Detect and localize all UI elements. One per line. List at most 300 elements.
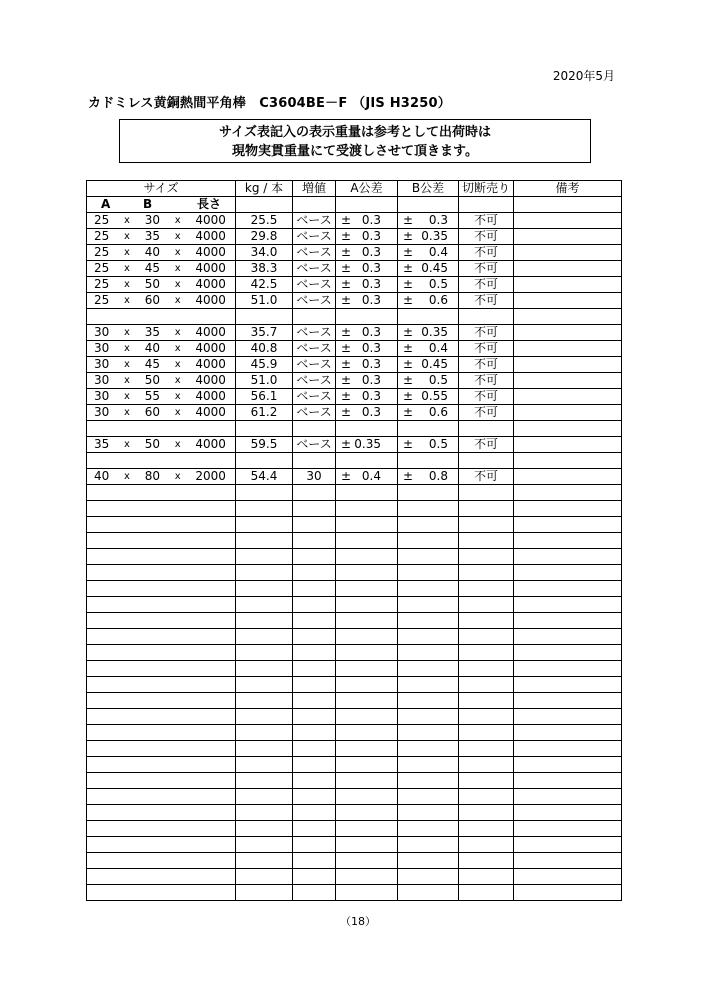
size-values <box>87 245 235 260</box>
tol-b-value: 0.35 <box>421 325 448 339</box>
tol-a-values <box>336 469 397 484</box>
tol-b-cell <box>398 357 459 373</box>
times-mark: x <box>174 407 181 418</box>
dim-a: 30 <box>94 341 110 355</box>
empty-cell <box>514 869 622 885</box>
empty-cell <box>87 581 236 597</box>
remarks-cell <box>514 357 622 373</box>
size-cell <box>87 213 236 229</box>
table-row-empty <box>87 501 622 517</box>
empty-cell <box>236 805 293 821</box>
empty-cell <box>398 453 459 469</box>
empty-cell <box>293 549 336 565</box>
empty-cell <box>514 549 622 565</box>
table-row-empty <box>87 805 622 821</box>
empty-cell <box>398 421 459 437</box>
empty-cell <box>87 629 236 645</box>
empty-cell <box>398 853 459 869</box>
table-row <box>87 293 622 309</box>
tol-a-value: 0.4 <box>361 469 381 483</box>
tol-a-value: 0.3 <box>361 213 381 227</box>
tol-b-values <box>398 213 458 228</box>
remarks-cell <box>514 373 622 389</box>
dim-b: 30 <box>144 213 160 227</box>
tol-b-value: 0.5 <box>428 437 448 451</box>
empty-cell <box>87 677 236 693</box>
document-title: カドミレス黄銅熱間平角棒 C3604BE－F （JIS H3250） <box>88 96 451 111</box>
empty-cell <box>459 757 514 773</box>
table-row <box>87 229 622 245</box>
tol-b-values <box>398 469 458 484</box>
table-header-row <box>87 181 622 197</box>
size-values <box>87 229 235 244</box>
size-cell <box>87 389 236 405</box>
notice-line-1: サイズ表記入の表示重量は参考として出荷時は <box>219 125 491 140</box>
empty-cell <box>459 501 514 517</box>
empty-cell <box>398 789 459 805</box>
dim-length: 4000 <box>195 437 226 451</box>
weight-cell: 61.2 <box>236 405 293 421</box>
size-cell <box>87 277 236 293</box>
empty-cell <box>336 853 398 869</box>
empty-cell <box>398 533 459 549</box>
empty-cell <box>398 581 459 597</box>
empty-cell <box>236 485 293 501</box>
remarks-cell <box>514 261 622 277</box>
empty-cell <box>398 501 459 517</box>
size-cell <box>87 293 236 309</box>
table-row-empty <box>87 645 622 661</box>
cut-cell: 不可 <box>459 389 514 405</box>
table-row <box>87 245 622 261</box>
cut-cell: 不可 <box>459 277 514 293</box>
empty-cell <box>398 677 459 693</box>
empty-cell <box>459 581 514 597</box>
empty-cell <box>336 549 398 565</box>
empty-cell <box>459 709 514 725</box>
dim-b: 60 <box>144 293 160 307</box>
tol-b-values <box>398 293 458 308</box>
empty-cell <box>514 693 622 709</box>
tol-b-cell <box>398 229 459 245</box>
dim-length: 4000 <box>195 373 226 387</box>
empty-cell <box>236 741 293 757</box>
size-cell <box>87 405 236 421</box>
empty-cell <box>293 629 336 645</box>
empty-cell <box>293 597 336 613</box>
table-row-empty <box>87 709 622 725</box>
empty-cell <box>514 885 622 901</box>
markup-cell: ベース <box>293 245 336 261</box>
plus-minus: ± <box>341 277 352 291</box>
table-subheader-row <box>87 197 622 213</box>
times-mark: x <box>174 295 181 306</box>
empty-cell <box>236 661 293 677</box>
empty-cell <box>459 597 514 613</box>
tol-a-value: 0.3 <box>361 293 381 307</box>
table-row-empty <box>87 725 622 741</box>
empty-cell <box>459 725 514 741</box>
plus-minus: ± <box>403 405 414 419</box>
markup-cell: ベース <box>293 293 336 309</box>
empty-cell <box>293 517 336 533</box>
dim-length: 4000 <box>195 277 226 291</box>
markup-cell: ベース <box>293 373 336 389</box>
dim-b: 45 <box>144 261 160 275</box>
empty-cell <box>87 501 236 517</box>
empty-cell <box>87 869 236 885</box>
cut-cell: 不可 <box>459 325 514 341</box>
cut-cell: 不可 <box>459 341 514 357</box>
empty-cell <box>87 709 236 725</box>
tol-a-cell <box>336 325 398 341</box>
empty-cell <box>398 757 459 773</box>
empty-cell <box>87 517 236 533</box>
empty-cell <box>236 757 293 773</box>
empty-cell <box>87 725 236 741</box>
dim-a: 40 <box>94 469 110 483</box>
table-row <box>87 357 622 373</box>
empty-cell <box>459 645 514 661</box>
size-cell <box>87 469 236 485</box>
tol-b-value: 0.55 <box>421 389 448 403</box>
empty-cell <box>459 309 514 325</box>
plus-minus: ± <box>403 213 414 227</box>
empty-cell <box>514 805 622 821</box>
dim-length: 4000 <box>195 357 226 371</box>
table-row <box>87 405 622 421</box>
empty-cell <box>293 693 336 709</box>
tol-a-cell <box>336 389 398 405</box>
plus-minus: ± <box>403 341 414 355</box>
empty-cell <box>398 565 459 581</box>
empty-cell <box>459 741 514 757</box>
plus-minus: ± <box>403 325 414 339</box>
plus-minus: ± <box>403 357 414 371</box>
empty-cell <box>336 869 398 885</box>
plus-minus: ± <box>403 437 414 451</box>
empty-cell <box>514 661 622 677</box>
empty-cell <box>459 885 514 901</box>
empty-cell <box>87 565 236 581</box>
times-mark: x <box>174 343 181 354</box>
empty-cell <box>459 853 514 869</box>
empty-cell <box>514 533 622 549</box>
empty-cell <box>336 485 398 501</box>
tol-a-values <box>336 245 397 260</box>
size-values <box>87 213 235 228</box>
empty-cell <box>398 773 459 789</box>
tol-a-values <box>336 357 397 372</box>
empty-cell <box>336 789 398 805</box>
empty-cell <box>293 821 336 837</box>
empty-cell <box>87 613 236 629</box>
empty-cell <box>236 821 293 837</box>
times-mark: x <box>124 247 130 258</box>
tol-a-values <box>336 277 397 292</box>
weight-cell: 51.0 <box>236 293 293 309</box>
empty-cell <box>236 533 293 549</box>
markup-cell: ベース <box>293 277 336 293</box>
notice-box <box>119 119 591 163</box>
empty-cell <box>293 789 336 805</box>
times-mark: x <box>174 215 181 226</box>
tol-b-cell <box>398 245 459 261</box>
markup-cell: ベース <box>293 405 336 421</box>
subheader-dimensions <box>87 197 236 213</box>
size-cell <box>87 357 236 373</box>
empty-cell <box>336 837 398 853</box>
empty-cell <box>398 629 459 645</box>
times-mark: x <box>124 359 130 370</box>
cut-cell: 不可 <box>459 373 514 389</box>
empty-cell <box>293 725 336 741</box>
table-row-empty <box>87 757 622 773</box>
tol-b-value: 0.4 <box>428 341 448 355</box>
table-row-empty <box>87 789 622 805</box>
empty-cell <box>514 197 622 213</box>
table-row-empty <box>87 773 622 789</box>
tol-b-cell <box>398 405 459 421</box>
empty-cell <box>336 693 398 709</box>
empty-cell <box>87 597 236 613</box>
remarks-cell <box>514 325 622 341</box>
tol-a-cell <box>336 277 398 293</box>
empty-cell <box>336 709 398 725</box>
dim-length: 2000 <box>195 469 226 483</box>
empty-cell <box>236 421 293 437</box>
empty-cell <box>336 309 398 325</box>
times-mark: x <box>124 215 130 226</box>
tol-b-value: 0.5 <box>428 373 448 387</box>
tol-b-values <box>398 229 458 244</box>
size-values <box>87 261 235 276</box>
empty-cell <box>293 645 336 661</box>
times-mark: x <box>174 327 181 338</box>
cut-cell: 不可 <box>459 229 514 245</box>
tol-b-cell <box>398 261 459 277</box>
empty-cell <box>398 613 459 629</box>
empty-cell <box>293 869 336 885</box>
plus-minus: ± <box>403 293 414 307</box>
empty-cell <box>398 485 459 501</box>
empty-cell <box>459 773 514 789</box>
markup-cell: ベース <box>293 213 336 229</box>
tol-a-cell <box>336 437 398 453</box>
empty-cell <box>514 725 622 741</box>
dim-a: 30 <box>94 357 110 371</box>
empty-cell <box>398 837 459 853</box>
empty-cell <box>459 453 514 469</box>
dim-a: 35 <box>94 437 110 451</box>
dim-a: 25 <box>94 261 110 275</box>
tol-b-cell <box>398 325 459 341</box>
plus-minus: ± <box>341 229 352 243</box>
weight-cell: 34.0 <box>236 245 293 261</box>
times-mark: x <box>174 391 181 402</box>
tol-a-values <box>336 261 397 276</box>
weight-cell: 45.9 <box>236 357 293 373</box>
tol-a-values <box>336 341 397 356</box>
tol-b-value: 0.3 <box>428 213 448 227</box>
markup-cell: ベース <box>293 357 336 373</box>
markup-cell: ベース <box>293 437 336 453</box>
empty-cell <box>336 501 398 517</box>
tol-a-value: 0.3 <box>361 229 381 243</box>
document-date: 2020年5月 <box>552 69 615 83</box>
times-mark: x <box>124 343 130 354</box>
dim-a: 30 <box>94 405 110 419</box>
empty-cell <box>293 661 336 677</box>
table-row <box>87 389 622 405</box>
size-values <box>87 373 235 388</box>
empty-cell <box>398 517 459 533</box>
remarks-cell <box>514 213 622 229</box>
times-mark: x <box>174 439 181 450</box>
empty-cell <box>336 533 398 549</box>
size-cell <box>87 341 236 357</box>
empty-cell <box>398 597 459 613</box>
remarks-cell <box>514 437 622 453</box>
tol-a-values <box>336 229 397 244</box>
empty-cell <box>514 597 622 613</box>
cut-cell: 不可 <box>459 213 514 229</box>
header-tol-b: B公差 <box>398 181 459 197</box>
cut-cell: 不可 <box>459 261 514 277</box>
empty-cell <box>459 677 514 693</box>
empty-cell <box>236 677 293 693</box>
dim-length: 4000 <box>195 389 226 403</box>
times-mark: x <box>124 327 130 338</box>
tol-b-values <box>398 277 458 292</box>
empty-cell <box>336 613 398 629</box>
empty-cell <box>236 773 293 789</box>
empty-cell <box>514 613 622 629</box>
tol-b-values <box>398 389 458 404</box>
subheader-a: A <box>101 197 111 211</box>
dim-a: 30 <box>94 373 110 387</box>
empty-cell <box>459 869 514 885</box>
empty-cell <box>236 565 293 581</box>
tol-a-value: 0.3 <box>361 405 381 419</box>
empty-cell <box>459 421 514 437</box>
tol-b-value: 0.45 <box>421 261 448 275</box>
empty-cell <box>236 581 293 597</box>
empty-cell <box>336 805 398 821</box>
plus-minus: ± <box>341 405 352 419</box>
empty-cell <box>336 453 398 469</box>
plus-minus: ± <box>341 325 352 339</box>
notice-line-2: 現物実貫重量にて受渡しさせて頂きます。 <box>232 144 478 159</box>
empty-cell <box>236 197 293 213</box>
empty-cell <box>398 885 459 901</box>
header-markup: 増値 <box>293 181 336 197</box>
empty-cell <box>398 309 459 325</box>
dim-a: 25 <box>94 277 110 291</box>
tol-a-cell <box>336 213 398 229</box>
plus-minus: ± <box>341 469 352 483</box>
tol-b-value: 0.8 <box>428 469 448 483</box>
empty-cell <box>293 837 336 853</box>
cut-cell: 不可 <box>459 405 514 421</box>
dim-b: 50 <box>144 373 160 387</box>
table-row <box>87 437 622 453</box>
empty-cell <box>293 421 336 437</box>
times-mark: x <box>174 279 181 290</box>
empty-cell <box>87 309 236 325</box>
dim-b: 55 <box>144 389 160 403</box>
empty-cell <box>236 885 293 901</box>
empty-cell <box>459 549 514 565</box>
empty-cell <box>87 885 236 901</box>
cut-cell: 不可 <box>459 293 514 309</box>
table-row-empty <box>87 741 622 757</box>
weight-cell: 29.8 <box>236 229 293 245</box>
tol-b-values <box>398 405 458 420</box>
dim-length: 4000 <box>195 229 226 243</box>
empty-cell <box>236 693 293 709</box>
empty-cell <box>336 565 398 581</box>
empty-cell <box>336 645 398 661</box>
size-values <box>87 277 235 292</box>
tol-a-values <box>336 293 397 308</box>
empty-cell <box>459 485 514 501</box>
times-mark: x <box>124 263 130 274</box>
cut-cell: 不可 <box>459 245 514 261</box>
empty-cell <box>87 549 236 565</box>
empty-cell <box>514 629 622 645</box>
dim-b: 50 <box>144 437 160 451</box>
tol-a-cell <box>336 469 398 485</box>
empty-cell <box>293 853 336 869</box>
empty-cell <box>459 517 514 533</box>
dim-a: 25 <box>94 229 110 243</box>
times-mark: x <box>174 359 181 370</box>
weight-cell: 54.4 <box>236 469 293 485</box>
size-values <box>87 469 235 484</box>
size-cell <box>87 373 236 389</box>
empty-cell <box>87 453 236 469</box>
times-mark: x <box>174 375 181 386</box>
empty-cell <box>336 517 398 533</box>
tol-a-value: 0.35 <box>354 437 381 451</box>
table-row-empty <box>87 693 622 709</box>
tol-b-values <box>398 341 458 356</box>
table-row-empty <box>87 597 622 613</box>
table-row <box>87 213 622 229</box>
header-weight: kg / 本 <box>236 181 293 197</box>
times-mark: x <box>124 407 130 418</box>
size-values <box>87 357 235 372</box>
empty-cell <box>398 741 459 757</box>
empty-cell <box>87 773 236 789</box>
empty-cell <box>293 613 336 629</box>
empty-cell <box>514 517 622 533</box>
empty-cell <box>236 709 293 725</box>
dim-b: 60 <box>144 405 160 419</box>
tol-a-values <box>336 213 397 228</box>
empty-cell <box>514 645 622 661</box>
markup-cell: ベース <box>293 325 336 341</box>
tol-b-values <box>398 245 458 260</box>
empty-cell <box>293 805 336 821</box>
header-remarks: 備考 <box>514 181 622 197</box>
plus-minus: ± <box>341 245 352 259</box>
table-row-empty <box>87 517 622 533</box>
empty-cell <box>336 421 398 437</box>
empty-cell <box>336 741 398 757</box>
empty-cell <box>293 453 336 469</box>
